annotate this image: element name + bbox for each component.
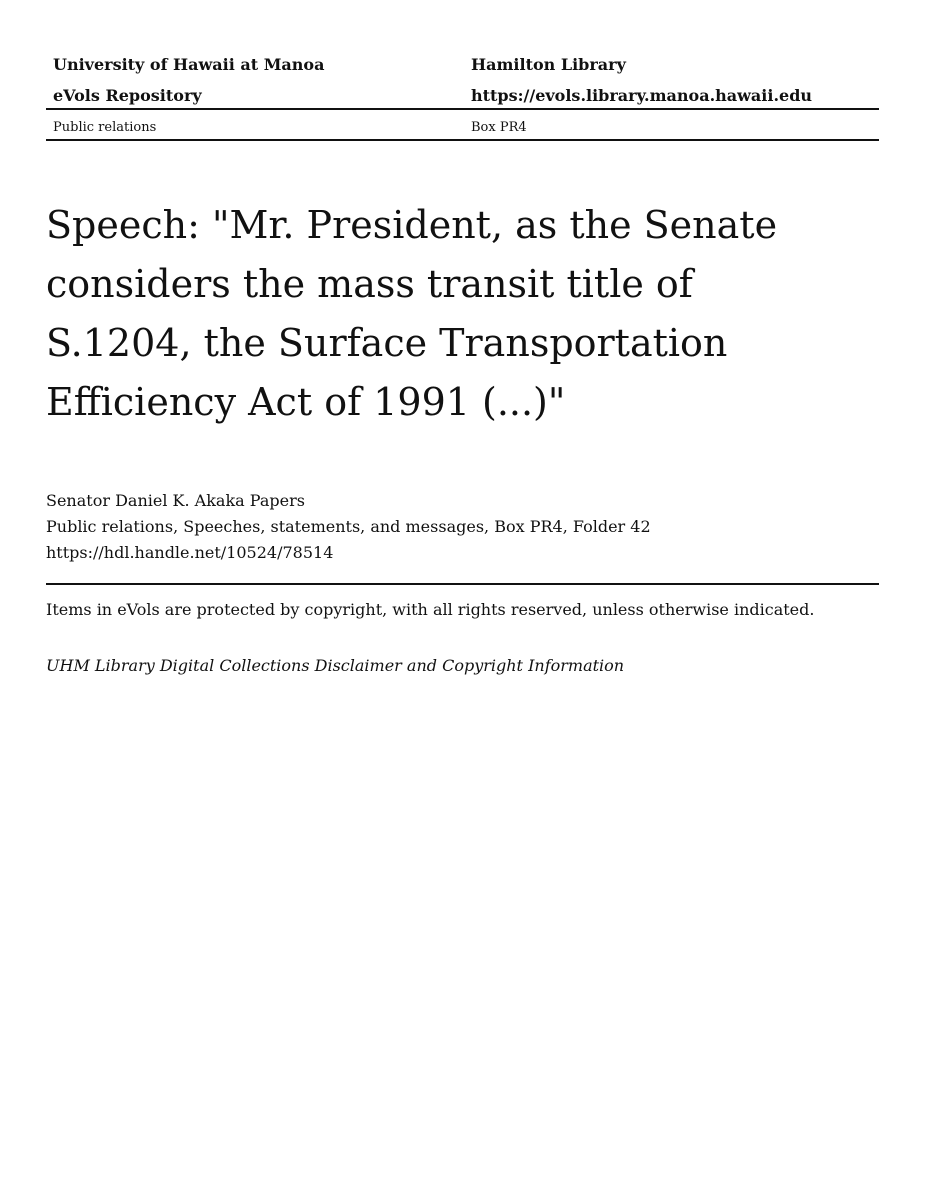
box-label: Box PR4 [471, 120, 527, 135]
disclaimer-link[interactable]: UHM Library Digital Collections Disclaimer and Copyright Information [46, 656, 625, 675]
collection-name: Senator Daniel K. Akaka Papers [46, 491, 305, 510]
handle-link[interactable]: https://hdl.handle.net/10524/78514 [46, 543, 334, 562]
document-title: Speech: "Mr. President, as the Senate considers the mass transit title of S.1204, the Surface Transportation Efficiency Act of 1991 (...)" [46, 203, 778, 424]
repository-name: eVols Repository [53, 86, 202, 105]
library-name: Hamilton Library [471, 55, 626, 74]
folder-location: Public relations, Speeches, statements, and messages, Box PR4, Folder 42 [46, 517, 651, 536]
repository-url[interactable]: https://evols.library.manoa.hawaii.edu [471, 86, 813, 105]
series-label: Public relations [53, 120, 157, 135]
document-metadata [46, 488, 879, 566]
rights-statement: Items in eVols are protected by copyright, with all rights reserved, unless otherwise indicated. [46, 600, 815, 619]
institution-name: University of Hawaii at Manoa [53, 55, 325, 74]
divider [46, 583, 879, 585]
header-row-institution [46, 54, 879, 85]
cover-page [46, 0, 879, 678]
header-table [46, 54, 879, 141]
header-row-repository [46, 85, 879, 110]
header-row-series [46, 110, 879, 141]
